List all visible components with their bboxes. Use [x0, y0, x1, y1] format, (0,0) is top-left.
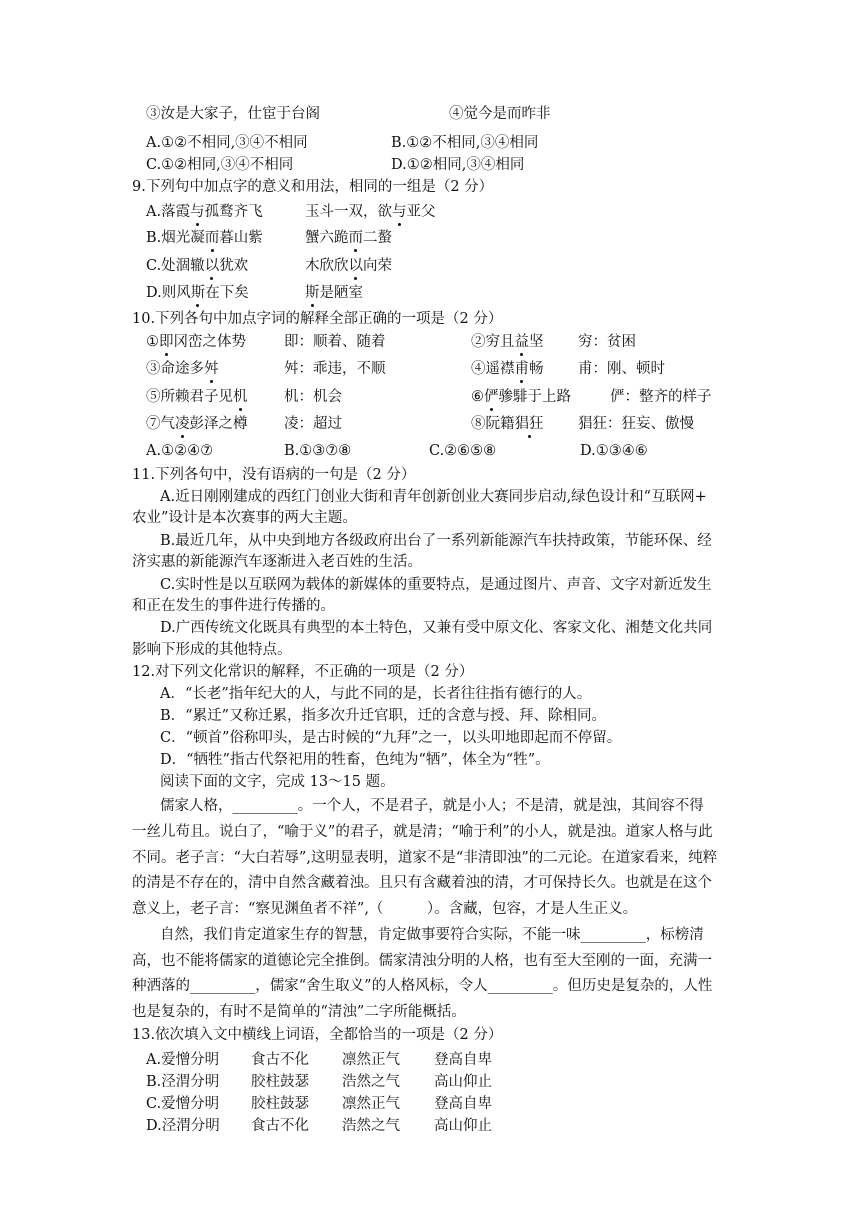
q13-stem: 13.依次填入文中横线上词语，全都恰当的一项是（2 分） [132, 1027, 503, 1043]
q11-stem: 11.下列各句中，没有语病的一句是（2 分） [132, 467, 416, 483]
reading-intro: 阅读下面的文字，完成 13～15 题。 [160, 774, 395, 790]
q9-text: 木欣欣 [305, 258, 349, 274]
q12-stem: 12.对下列文化常识的解释，不正确的一项是（2 分） [132, 664, 474, 680]
q9-dotted-char: 而 [348, 230, 363, 246]
q12-option-c: C．“顿首”俗称叩头，是古时候的“九拜”之一，以头叩地即起而不停留。 [160, 730, 622, 746]
q10-text: 彭泽之樽 [189, 416, 248, 432]
q13-d-4: 高山仰止 [434, 1118, 492, 1134]
q10-dotted-char: 舛 [204, 361, 219, 377]
q10-item-4 [471, 359, 544, 379]
q10-item-6 [471, 387, 571, 407]
q11-b-line2: 济实惠的新能源汽车逐渐进入老百姓的生活。 [132, 554, 422, 570]
q10-dotted-char: 即 [159, 334, 174, 350]
q10-dotted-char: 猖狂 [514, 416, 544, 432]
q10-gloss-4: 甫：刚、顿时 [578, 361, 665, 377]
q9-text: D.则风 [146, 285, 191, 301]
q10-text: ⑤所赖君子见 [146, 389, 233, 405]
q10-text: 骖騑于上路 [498, 389, 571, 405]
q10-item-8 [471, 414, 544, 434]
option-b: B.①②不相同,③④相同 [391, 135, 539, 151]
q13-b-1: B.泾渭分明 [146, 1074, 220, 1090]
q9-stem: 9.下列句中加点字的意义和用法，相同的一组是（2 分） [132, 179, 494, 195]
q13-d-3: 浩然之气 [342, 1118, 400, 1134]
q9-row-c-left [146, 256, 248, 276]
q9-row-c-right [305, 256, 392, 276]
q10-dotted-char: 俨 [484, 389, 499, 405]
q9-text: C.处涸辙 [146, 258, 205, 274]
passage-p2-line4: 也是复杂的，有时不是简单的“清浊”二字所能概括。 [132, 1004, 466, 1020]
item-3: ③汝是大家子，仕宦于台阁 [146, 106, 320, 122]
option-c: C.①②相同,③④不相同 [146, 157, 294, 173]
q10-option-d: D.①③④⑥ [580, 443, 648, 459]
q9-dotted-char: 与 [190, 204, 205, 220]
q13-b-2: 胶柱鼓瑟 [251, 1074, 309, 1090]
passage-p1-line1: 儒家人格，_________。一个人，不是君子，就是小人；不是清，就是浊，其间容不得 [160, 798, 704, 814]
q10-text: ③命途多 [146, 361, 204, 377]
q10-text: ⑥ [471, 389, 484, 405]
q13-c-4: 登高自卑 [434, 1096, 492, 1112]
q9-dotted-char: 以 [348, 258, 363, 274]
q13-c-1: C.爱憎分明 [146, 1096, 220, 1112]
q9-dotted-char: 而 [204, 230, 220, 246]
q10-text: 坚 [529, 334, 544, 350]
q10-gloss-5: 机：机会 [284, 389, 342, 405]
q10-option-c: C.②⑥⑤⑧ [429, 443, 497, 459]
q13-a-1: A.爱憎分明 [146, 1052, 220, 1068]
q11-c-line1: C.实时性是以互联网为载体的新媒体的重要特点，是通过图片、声音、文字对新近发生 [160, 577, 712, 593]
passage-p1-line3: 不同。老子言：“大白若辱”,这明显表明，道家不是“非清即浊”的二元论。在道家看来，纯粹 [132, 850, 718, 866]
q10-dotted-char: 机 [233, 389, 248, 405]
q10-text: ②穷且 [471, 334, 515, 350]
q13-a-4: 登高自卑 [434, 1052, 492, 1068]
q12-option-d: D．“牺牲”指古代祭祀用的牲畜，色纯为“牺”，体全为“牲”。 [160, 752, 550, 768]
q10-option-a: A.①②④⑦ [146, 443, 214, 459]
q10-item-5 [146, 387, 248, 407]
q10-option-b: B.①③⑦⑧ [284, 443, 352, 459]
q9-text: 暮山紫 [219, 230, 263, 246]
q10-gloss-8: 猖狂：狂妄、傲慢 [578, 416, 694, 432]
q13-b-3: 浩然之气 [342, 1074, 400, 1090]
q10-gloss-1: 即：顺着、随着 [284, 334, 386, 350]
q9-dotted-char: 与 [392, 204, 407, 220]
passage-p2-line3: 种洒落的_________，儒家“舍生取义”的人格风标，令人_________。但历史是复杂的，人性 [132, 978, 713, 994]
q13-a-2: 食古不化 [251, 1052, 309, 1068]
q11-d-line1: D.广西传统文化既具有典型的本土特色，又兼有受中原文化、客家文化、湘楚文化共同 [160, 620, 713, 636]
q10-stem: 10.下列各句中加点字词的解释全部正确的一项是（2 分） [132, 311, 503, 327]
q9-text: 蟹六跪 [305, 230, 349, 246]
q11-a-line2: 农业”设计是本次赛事的两大主题。 [132, 510, 357, 526]
q9-row-d-right [305, 283, 363, 303]
q9-row-d-left [146, 283, 249, 303]
passage-p1-line2: 一丝儿苟且。说白了，“喻于义”的君子，就是清；“喻于利”的小人，就是浊。道家人格与此 [132, 824, 713, 840]
q13-d-2: 食古不化 [251, 1118, 309, 1134]
option-a: A.①②不相同,③④不相同 [146, 135, 308, 151]
passage-p1-line5: 意义上，老子言：“察见渊鱼者不祥”,（ ）。含藏，包容，才是人生正义。 [132, 901, 638, 917]
q9-text: 亚父 [406, 204, 436, 220]
passage-p1-line4: 的清是不存在的，清中自然含藏着浊。且只有含藏着浊的清，才可保持长久。也就是在这个 [132, 875, 712, 891]
q10-item-7 [146, 414, 248, 434]
q10-text: ① [146, 334, 159, 350]
q9-dotted-char: 以 [204, 258, 220, 274]
item-4: ④觉今是而昨非 [449, 106, 551, 122]
q9-text: 犹欢 [219, 258, 249, 274]
q10-gloss-3: 舛：乖违，不顺 [284, 361, 386, 377]
q9-dotted-char: 斯 [305, 285, 320, 301]
q10-text: ⑧阮籍 [471, 416, 515, 432]
q12-option-b: B．“累迁”又称迁累，指多次升迁官职，迁的含意与授、拜、除相同。 [160, 708, 606, 724]
q13-d-1: D.泾渭分明 [146, 1118, 220, 1134]
option-d: D.①②相同,③④相同 [391, 157, 525, 173]
q12-option-a: A．“长老”指年纪大的人，与此不同的是，长者往往指有德行的人。 [160, 686, 592, 702]
q13-c-3: 凛然正气 [342, 1096, 400, 1112]
q9-text: 在下矣 [205, 285, 249, 301]
q9-row-a-right [305, 202, 436, 222]
q9-dotted-char: 斯 [190, 285, 206, 301]
passage-p2-line2: 高，也不能将儒家的道德论完全推倒。儒家清浊分明的人格，也有至大至刚的一面，充满一 [132, 953, 712, 969]
q11-c-line2: 和正在发生的事件进行传播的。 [132, 598, 335, 614]
q10-item-1 [146, 332, 246, 352]
q10-gloss-6: 俨：整齐的样子 [610, 389, 712, 405]
q9-text: 二螯 [363, 230, 392, 246]
q10-text: ④遥襟 [471, 361, 515, 377]
q10-item-3 [146, 359, 219, 379]
q13-c-2: 胶柱鼓瑟 [251, 1096, 309, 1112]
q9-text: 玉斗一双，欲 [305, 204, 392, 220]
q10-text: 畅 [529, 361, 544, 377]
q9-text: 向荣 [363, 258, 392, 274]
q10-text: 冈峦之体势 [173, 334, 246, 350]
q9-text: 是陋室 [319, 285, 363, 301]
q10-gloss-7: 凌：超过 [284, 416, 342, 432]
q9-text: 孤鹜齐飞 [204, 204, 263, 220]
q10-dotted-char: 凌 [175, 416, 190, 432]
q13-b-4: 高山仰止 [434, 1074, 492, 1090]
q10-dotted-char: 益 [514, 334, 529, 350]
q9-row-b-right [305, 228, 392, 248]
q11-d-line2: 影响下形成的其他特点。 [132, 642, 292, 658]
q9-text: B.烟光凝 [146, 230, 205, 246]
q10-text: ⑦气 [146, 416, 175, 432]
q11-a-line1: A.近日刚刚建成的西红门创业大街和青年创新创业大赛同步启动,绿色设计和“互联网+ [160, 489, 707, 505]
q9-row-b-left [146, 228, 263, 248]
q10-dotted-char: 甫 [514, 361, 529, 377]
q9-row-a-left [146, 202, 263, 222]
q9-text: A.落霞 [146, 204, 191, 220]
q13-a-3: 凛然正气 [342, 1052, 400, 1068]
q11-b-line1: B.最近几年，从中央到地方各级政府出台了一系列新能源汽车扶持政策，节能环保、经 [160, 533, 712, 549]
passage-p2-line1: 自然，我们肯定道家生存的智慧，肯定做事要符合实际，不能一味_________，标榜清 [160, 927, 704, 943]
q10-item-2 [471, 332, 544, 352]
q10-gloss-2: 穷：贫困 [578, 334, 636, 350]
